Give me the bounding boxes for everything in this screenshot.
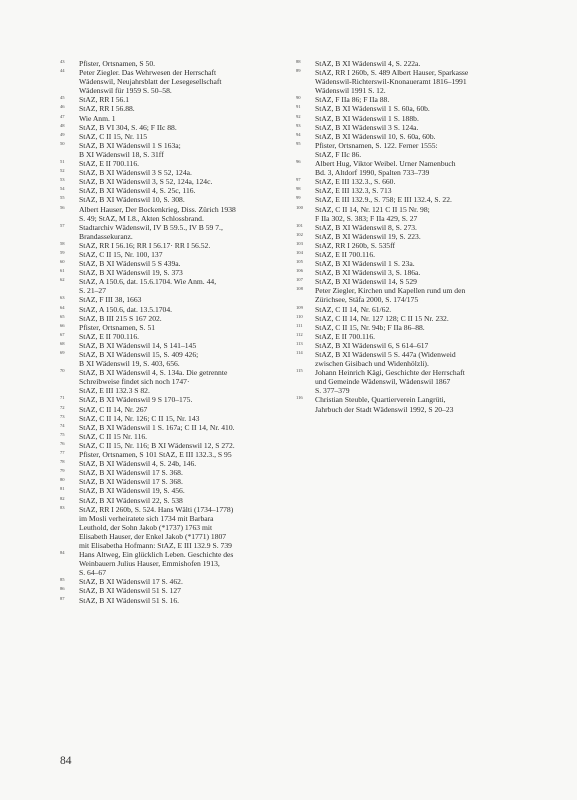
footnote xyxy=(60,268,285,277)
footnote-number: 104 xyxy=(296,249,303,255)
footnote xyxy=(296,323,526,332)
footnote-number: 53 xyxy=(60,177,65,183)
footnote xyxy=(296,59,526,68)
footnote-number: 88 xyxy=(296,59,301,64)
footnote-number: 54 xyxy=(60,186,65,192)
footnote xyxy=(60,505,285,550)
footnote-number: 76 xyxy=(60,440,65,446)
footnote xyxy=(60,341,285,350)
footnote-text: StAZ, C II 15, Nr. 94b; F IIa 86–88. xyxy=(315,322,425,332)
footnote-text: StAZ, C II 15 Nr. 116. xyxy=(79,431,148,441)
footnote-text: StAZ, B XI Wädenswil 5 S. 447a (Widenweid zwischen Gisibach und Widenhölzli). xyxy=(315,350,456,369)
footnote-number: 48 xyxy=(60,122,65,128)
footnote-text: StAZ, B XI Wädenswil 9 S 170–175. xyxy=(79,395,193,405)
footnote-text: StAZ, B XI Wädenswil 19, S. 223. xyxy=(315,231,421,241)
footnote-number: 51 xyxy=(60,159,65,165)
footnote xyxy=(60,223,285,241)
footnote-text: Albert Hug, Viktor Weibel. Urner Namenbuch Bd. 3, Altdorf 1990, Spalten 733–739 xyxy=(315,159,456,178)
footnote-number: 115 xyxy=(296,368,303,374)
footnote-text: StAZ, B XI Wädenswil 1 S. 60a, 60b. xyxy=(315,104,430,114)
footnote-text: StAZ, B XI Wädenswil 8, S. 273. xyxy=(315,222,417,232)
footnote-number: 45 xyxy=(60,95,65,101)
footnote-number: 55 xyxy=(60,195,65,201)
footnote xyxy=(296,332,526,341)
footnote-text: StAZ, RR I 260b, S. 489 Albert Hauser, Sparkasse Wädenswil-Richterswil-Knonaueramt 1816–1991 Wädenswil 1991 S. 12. xyxy=(315,68,469,96)
footnote xyxy=(296,314,526,323)
footnote-number: 84 xyxy=(60,550,65,556)
footnote-number: 110 xyxy=(296,313,303,319)
footnote xyxy=(60,450,285,459)
footnote-text: StAZ, B XI Wädenswil 1 S 163a; B XI Wädenswil 18, S. 31ff xyxy=(79,140,181,159)
footnote xyxy=(60,395,285,404)
footnote-text: Johann Heinrich Kägi, Geschichte der Herrschaft und Gemeinde Wädenswil, Wädenswil 1867 S. 377–379 xyxy=(315,368,465,396)
footnote xyxy=(296,68,526,95)
footnote-number: 92 xyxy=(296,113,301,119)
footnote-number: 56 xyxy=(60,204,65,210)
footnote-number: 97 xyxy=(296,177,301,183)
footnote-number: 75 xyxy=(60,431,65,437)
footnote-text: StAZ, C II 15, Nr. 115 xyxy=(79,131,148,141)
footnote-number: 108 xyxy=(296,286,303,292)
footnote-number: 46 xyxy=(60,104,65,110)
footnote xyxy=(296,259,526,268)
footnote-text: StAZ, C II 15, Nr. 100, 137 xyxy=(79,249,163,259)
footnote-text: StAZ, B XI Wädenswil 10, S. 308. xyxy=(79,195,185,205)
footnote xyxy=(296,223,526,232)
footnote xyxy=(296,277,526,286)
footnote xyxy=(60,177,285,186)
footnote-number: 77 xyxy=(60,450,65,456)
footnote-number: 49 xyxy=(60,131,65,137)
footnote xyxy=(60,195,285,204)
footnote-text: StAZ, E II 700.116. xyxy=(315,331,376,341)
footnote-number: 114 xyxy=(296,350,303,355)
footnote-text: StAZ, B XI Wädenswil 19, S. 373 xyxy=(79,268,183,278)
footnote-number: 64 xyxy=(60,304,65,310)
footnote xyxy=(296,341,526,350)
footnote-text: StAZ, RR I 56.1 xyxy=(79,95,129,105)
footnote xyxy=(60,486,285,495)
footnote-number: 99 xyxy=(296,195,301,201)
footnote-number: 58 xyxy=(60,240,65,246)
footnote-number: 94 xyxy=(296,131,301,137)
footnote-text: Pfister, Ortsnamen, S 101 StAZ, E III 132.3., S 95 xyxy=(79,450,232,460)
footnote xyxy=(60,350,285,368)
footnote xyxy=(60,277,285,295)
footnote xyxy=(296,114,526,123)
footnote xyxy=(296,205,526,223)
footnote-number: 43 xyxy=(60,59,65,64)
footnote-text: StAZ, F IIa 86; F IIa 88. xyxy=(315,95,390,105)
footnote-number: 57 xyxy=(60,222,65,228)
footnote xyxy=(60,441,285,450)
page-number: 84 xyxy=(60,755,72,767)
footnote-text: StAZ, C II 14, Nr. 121 C II 15 Nr. 98; F IIa 302, S. 383; F IIa 429, S. 27 xyxy=(315,204,430,223)
footnote xyxy=(60,168,285,177)
footnote xyxy=(60,423,285,432)
footnote xyxy=(296,368,526,395)
footnote-number: 67 xyxy=(60,331,65,337)
footnote-number: 65 xyxy=(60,313,65,319)
footnote-text: StAZ, E III 132.3, S. 713 xyxy=(315,186,392,196)
footnote-text: Christian Steuble, Quartierverein Langrüti, Jahrbuch der Stadt Wädenswil 1992, S 20–23 xyxy=(315,395,454,414)
footnote xyxy=(296,132,526,141)
footnote-text: StAZ, E III 132.3., S. 660. xyxy=(315,177,396,187)
footnote-text: StAZ, B XI Wädenswil 6, S 614–617 xyxy=(315,340,429,350)
footnote-text: StAZ, F III 38, 1663 xyxy=(79,295,142,305)
footnote xyxy=(296,95,526,104)
footnote-number: 60 xyxy=(60,259,65,265)
footnote xyxy=(60,259,285,268)
footnote-text: Stadtarchiv Wädenswil, IV B 59.5., IV B 59 7., Brandassekuranz. xyxy=(79,222,223,241)
footnote-number: 44 xyxy=(60,68,65,74)
footnote xyxy=(60,114,285,123)
footnote-number: 96 xyxy=(296,159,301,165)
footnote-text: StAZ, E II 700.116. xyxy=(315,249,376,259)
footnote xyxy=(60,250,285,259)
footnote-text: StAZ, B XI Wädenswil 17 S. 368. xyxy=(79,468,183,478)
footnote-text: StAZ, B XI Wädenswil 17 S. 368. xyxy=(79,477,183,487)
footnote-text: Wie Anm. 1 xyxy=(79,113,116,123)
footnote xyxy=(296,286,526,304)
footnote-number: 61 xyxy=(60,268,65,274)
footnote-text: StAZ, RR I 260b, S. 524. Hans Wälti (1734–1778) im Mosli verheiratete sich 1734 mit Barbara Leuthold, der Sohn Jakob (*1737) 1763 mit Elisabeth Hauser, der Enkel Jakob (*1771) 1807 mit Elisabetha Hofmann: StAZ, E III 132.9 S. 739 xyxy=(79,504,234,550)
footnote-number: 86 xyxy=(60,586,65,592)
footnote-text: StAZ, B XI Wädenswil 10, S. 60a, 60b. xyxy=(315,131,436,141)
footnote-number: 47 xyxy=(60,113,65,119)
footnote-text: StAZ, B XI Wädenswil 3 S 52, 124a. xyxy=(79,168,192,178)
footnote xyxy=(60,295,285,304)
footnote-text: StAZ, B XI Wädenswil 4, S. 222a. xyxy=(315,59,421,68)
footnotes-left-column xyxy=(60,59,285,605)
footnote-number: 106 xyxy=(296,268,303,274)
footnote-text: StAZ, B XI Wädenswil 51 S. 127 xyxy=(79,586,181,596)
footnote xyxy=(296,104,526,113)
footnote xyxy=(60,496,285,505)
footnote-number: 72 xyxy=(60,404,65,410)
footnote-text: StAZ, B XI Wädenswil 5 S 439a. xyxy=(79,259,181,269)
footnote-number: 95 xyxy=(296,140,301,146)
footnote-number: 73 xyxy=(60,413,65,419)
footnote-text: Peter Ziegler, Kirchen und Kapellen rund um den Zürichsee, Stäfa 2000, S. 174/175 xyxy=(315,286,466,305)
footnote-text: StAZ, B VI 304, S. 46; F IIc 88. xyxy=(79,122,177,132)
footnote xyxy=(60,459,285,468)
footnote-number: 102 xyxy=(296,231,303,237)
footnote-number: 98 xyxy=(296,186,301,192)
footnote-number: 103 xyxy=(296,240,303,246)
footnote-number: 91 xyxy=(296,104,301,110)
footnote xyxy=(296,250,526,259)
footnote-number: 70 xyxy=(60,368,65,374)
footnote xyxy=(296,141,526,159)
footnote xyxy=(296,350,526,368)
footnote-text: StAZ, RR I 56.88. xyxy=(79,104,135,114)
footnote xyxy=(60,332,285,341)
footnote-number: 101 xyxy=(296,222,303,228)
footnote-number: 69 xyxy=(60,350,65,355)
footnote xyxy=(60,186,285,195)
footnote-text: Hans Altweg, Ein glücklich Leben. Geschichte des Weinbauern Julius Hauser, Emmishofen 1913, S. 64–67 xyxy=(79,550,234,578)
footnote-text: Albert Hauser, Der Bockenkrieg, Diss. Zürich 1938 S. 49; StAZ, M I.8., Akten Schlossbrand. xyxy=(79,204,236,223)
footnote xyxy=(60,241,285,250)
footnote-number: 100 xyxy=(296,204,303,210)
footnote-number: 78 xyxy=(60,459,65,465)
footnote-text: StAZ, B XI Wädenswil 1 S. 188b. xyxy=(315,113,419,123)
footnote-text: StAZ, RR I 56.16; RR I 56.17· RR I 56.52. xyxy=(79,240,211,250)
footnote-number: 63 xyxy=(60,295,65,301)
footnote-number: 81 xyxy=(60,486,65,492)
footnote-text: StAZ, E II 700.116. xyxy=(79,159,140,169)
footnote-text: StAZ, E III 132.9., S. 758; E III 132.4, S. 22. xyxy=(315,195,452,205)
footnote-text: StAZ, A 150.6, dat. 15.6.1704. Wie Anm. 44, S. 21–27 xyxy=(79,277,217,296)
footnote-text: StAZ, B XI Wädenswil 51 S. 16. xyxy=(79,595,180,605)
footnote-number: 68 xyxy=(60,340,65,346)
footnote xyxy=(60,141,285,159)
footnote-text: StAZ, B XI Wädenswil 4, S. 25c, 116. xyxy=(79,186,196,196)
footnote-text: StAZ, B XI Wädenswil 4, S. 24b, 146. xyxy=(79,459,197,469)
footnote xyxy=(60,468,285,477)
footnote xyxy=(60,59,285,68)
footnote xyxy=(296,159,526,177)
footnote xyxy=(60,432,285,441)
footnote-text: Pfister, Ortsnamen, S 50. xyxy=(79,59,156,68)
footnote xyxy=(60,368,285,395)
footnote-number: 80 xyxy=(60,477,65,483)
footnote xyxy=(60,550,285,577)
footnote-number: 109 xyxy=(296,304,303,310)
footnote-number: 112 xyxy=(296,331,303,337)
footnote xyxy=(60,323,285,332)
footnote xyxy=(296,232,526,241)
footnote-text: Pfister, Ortsnamen, S. 122. Ferner 1555: StAZ, F IIc 86. xyxy=(315,140,438,159)
footnote-text: StAZ, C II 14, Nr. 127 128; C II 15 Nr. 232. xyxy=(315,313,449,323)
footnote xyxy=(296,241,526,250)
footnote-text: StAZ, B XI Wädenswil 4, S. 134a. Die getrennte Schreibweise findet sich noch 1747· StAZ, E III 132.3 S 82. xyxy=(79,368,228,396)
footnote-text: Peter Ziegler. Das Wehrwesen der Herrschaft Wädenswil, Neujahrsblatt der Lesegesellschaft Wädenswil für 1959 S. 50–58. xyxy=(79,68,222,96)
footnote-number: 52 xyxy=(60,168,65,174)
footnote xyxy=(60,132,285,141)
footnote-number: 105 xyxy=(296,259,303,265)
footnote-text: StAZ, B XI Wädenswil 3, S 52, 124a, 124c. xyxy=(79,177,213,187)
footnote-text: StAZ, B XI Wädenswil 1 S. 167a; C II 14, Nr. 410. xyxy=(79,422,235,432)
footnote-text: StAZ, B XI Wädenswil 22, S. 538 xyxy=(79,495,183,505)
footnote-number: 74 xyxy=(60,422,65,428)
footnote xyxy=(60,68,285,95)
footnote xyxy=(60,104,285,113)
footnote xyxy=(296,395,526,413)
footnote-number: 50 xyxy=(60,140,65,146)
footnote-number: 79 xyxy=(60,468,65,474)
footnote-text: StAZ, C II 15, Nr. 116; B XI Wädenswil 12, S 272. xyxy=(79,440,235,450)
footnote xyxy=(60,596,285,605)
footnote-text: StAZ, E II 700.116. xyxy=(79,331,140,341)
footnote-number: 82 xyxy=(60,495,65,501)
footnote-text: StAZ, B XI Wädenswil 19, S. 456. xyxy=(79,486,185,496)
footnote-text: StAZ, B XI Wädenswil 1 S. 23a. xyxy=(315,259,415,269)
footnote-number: 85 xyxy=(60,577,65,583)
footnote xyxy=(60,405,285,414)
footnote-number: 107 xyxy=(296,277,303,283)
footnote-number: 90 xyxy=(296,95,301,101)
footnote-number: 66 xyxy=(60,322,65,328)
footnote-text: StAZ, B XI Wädenswil 14, S 141–145 xyxy=(79,340,197,350)
footnote xyxy=(60,586,285,595)
footnote xyxy=(60,314,285,323)
footnote-text: StAZ, B XI Wädenswil 3 S. 124a. xyxy=(315,122,419,132)
footnote xyxy=(296,177,526,186)
footnote-text: StAZ, B III 215 S 167 202. xyxy=(79,313,162,323)
footnote-text: StAZ, B XI Wädenswil 14, S 529 xyxy=(315,277,417,287)
footnote-text: StAZ, B XI Wädenswil 3, S. 186a. xyxy=(315,268,421,278)
footnote-text: StAZ, RR I 260b, S. 535ff xyxy=(315,240,396,250)
footnotes-right-column xyxy=(296,59,526,414)
footnote-text: StAZ, C II 14, Nr. 61/62. xyxy=(315,304,392,314)
footnote xyxy=(296,123,526,132)
footnote-number: 83 xyxy=(60,504,65,510)
footnote-number: 111 xyxy=(296,322,303,328)
footnote-number: 71 xyxy=(60,395,65,401)
footnote-text: StAZ, B XI Wädenswil 15, S. 409 426; B XI Wädenswil 19, S. 403, 656. xyxy=(79,350,199,369)
footnote-text: StAZ, B XI Wädenswil 17 S. 462. xyxy=(79,577,183,587)
footnote-number: 87 xyxy=(60,595,65,601)
footnote-text: StAZ, A 150.6, dat. 13.5.1704. xyxy=(79,304,173,314)
footnote xyxy=(296,195,526,204)
footnote xyxy=(296,268,526,277)
footnote xyxy=(60,477,285,486)
footnote xyxy=(60,123,285,132)
footnote-number: 93 xyxy=(296,122,301,128)
footnote xyxy=(296,186,526,195)
footnote-text: StAZ, C II 14, Nr. 126; C II 15, Nr. 143 xyxy=(79,413,200,423)
footnote-number: 116 xyxy=(296,395,303,401)
footnote-number: 89 xyxy=(296,68,301,74)
footnote-number: 113 xyxy=(296,340,303,346)
footnote-text: Pfister, Ortsnamen, S. 51 xyxy=(79,322,156,332)
footnote-number: 62 xyxy=(60,277,65,283)
footnote xyxy=(60,159,285,168)
footnote xyxy=(60,414,285,423)
footnote-number: 59 xyxy=(60,249,65,255)
footnote xyxy=(60,577,285,586)
footnote xyxy=(60,205,285,223)
footnote xyxy=(60,305,285,314)
footnote-text: StAZ, C II 14, Nr. 267 xyxy=(79,404,148,414)
footnote xyxy=(60,95,285,104)
footnote xyxy=(296,305,526,314)
